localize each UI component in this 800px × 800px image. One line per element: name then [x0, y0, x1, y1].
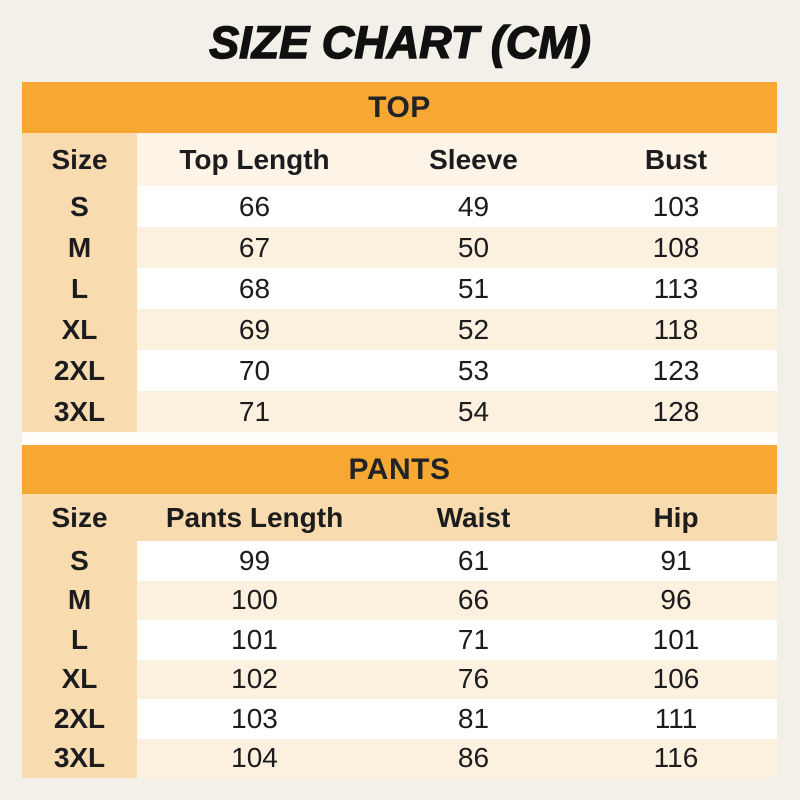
sleeve-value: 49	[372, 186, 575, 227]
top-length-value: 69	[137, 309, 372, 350]
size-label: XL	[22, 309, 137, 350]
top-table-band	[22, 82, 777, 133]
top-row-2xl	[22, 350, 777, 391]
pants-col-header-size: Size	[22, 494, 137, 541]
top-length-value: 71	[137, 391, 372, 432]
size-label: L	[22, 268, 137, 309]
pants-col-header-waist: Waist	[372, 494, 575, 541]
size-label: 3XL	[22, 739, 137, 779]
pants-col-header-pants-length: Pants Length	[137, 494, 372, 541]
pants-length-value: 99	[137, 541, 372, 581]
pants-table-band	[22, 445, 777, 494]
size-label: M	[22, 581, 137, 621]
waist-value: 66	[372, 581, 575, 621]
top-row-l	[22, 268, 777, 309]
pants-size-table	[22, 445, 777, 778]
top-col-header-top-length: Top Length	[137, 133, 372, 186]
top-row-m	[22, 227, 777, 268]
waist-value: 71	[372, 620, 575, 660]
pants-row-2xl	[22, 699, 777, 739]
size-label: XL	[22, 660, 137, 700]
top-row-3xl	[22, 391, 777, 432]
hip-value: 96	[575, 581, 777, 621]
bust-value: 103	[575, 186, 777, 227]
pants-row-xl	[22, 660, 777, 700]
pants-table-title: PANTS	[348, 452, 451, 486]
size-label: 3XL	[22, 391, 137, 432]
pants-row-s	[22, 541, 777, 581]
top-col-header-size: Size	[22, 133, 137, 186]
top-length-value: 68	[137, 268, 372, 309]
top-size-table	[22, 82, 777, 432]
bust-value: 108	[575, 227, 777, 268]
size-label: 2XL	[22, 699, 137, 739]
hip-value: 111	[575, 699, 777, 739]
size-label: S	[22, 541, 137, 581]
tables-card	[22, 82, 777, 778]
waist-value: 76	[372, 660, 575, 700]
pants-length-value: 103	[137, 699, 372, 739]
page-title: SIZE CHART (CM)	[209, 17, 591, 68]
top-row-xl	[22, 309, 777, 350]
bust-value: 128	[575, 391, 777, 432]
size-label: S	[22, 186, 137, 227]
top-header-row	[22, 133, 777, 186]
sleeve-value: 54	[372, 391, 575, 432]
top-col-header-bust: Bust	[575, 133, 777, 186]
top-col-header-sleeve: Sleeve	[372, 133, 575, 186]
bust-value: 123	[575, 350, 777, 391]
sleeve-value: 50	[372, 227, 575, 268]
sleeve-value: 53	[372, 350, 575, 391]
pants-col-header-hip: Hip	[575, 494, 777, 541]
top-length-value: 70	[137, 350, 372, 391]
hip-value: 116	[575, 739, 777, 779]
bust-value: 113	[575, 268, 777, 309]
top-length-value: 66	[137, 186, 372, 227]
pants-row-m	[22, 581, 777, 621]
pants-row-3xl	[22, 739, 777, 779]
waist-value: 86	[372, 739, 575, 779]
top-row-s	[22, 186, 777, 227]
pants-header-row	[22, 494, 777, 541]
pants-length-value: 102	[137, 660, 372, 700]
sleeve-value: 52	[372, 309, 575, 350]
size-label: 2XL	[22, 350, 137, 391]
size-label: M	[22, 227, 137, 268]
hip-value: 101	[575, 620, 777, 660]
sleeve-value: 51	[372, 268, 575, 309]
waist-value: 81	[372, 699, 575, 739]
size-label: L	[22, 620, 137, 660]
top-length-value: 67	[137, 227, 372, 268]
top-table-title: TOP	[368, 90, 431, 124]
hip-value: 91	[575, 541, 777, 581]
waist-value: 61	[372, 541, 575, 581]
pants-length-value: 101	[137, 620, 372, 660]
pants-length-value: 100	[137, 581, 372, 621]
pants-row-l	[22, 620, 777, 660]
bust-value: 118	[575, 309, 777, 350]
hip-value: 106	[575, 660, 777, 700]
pants-length-value: 104	[137, 739, 372, 779]
